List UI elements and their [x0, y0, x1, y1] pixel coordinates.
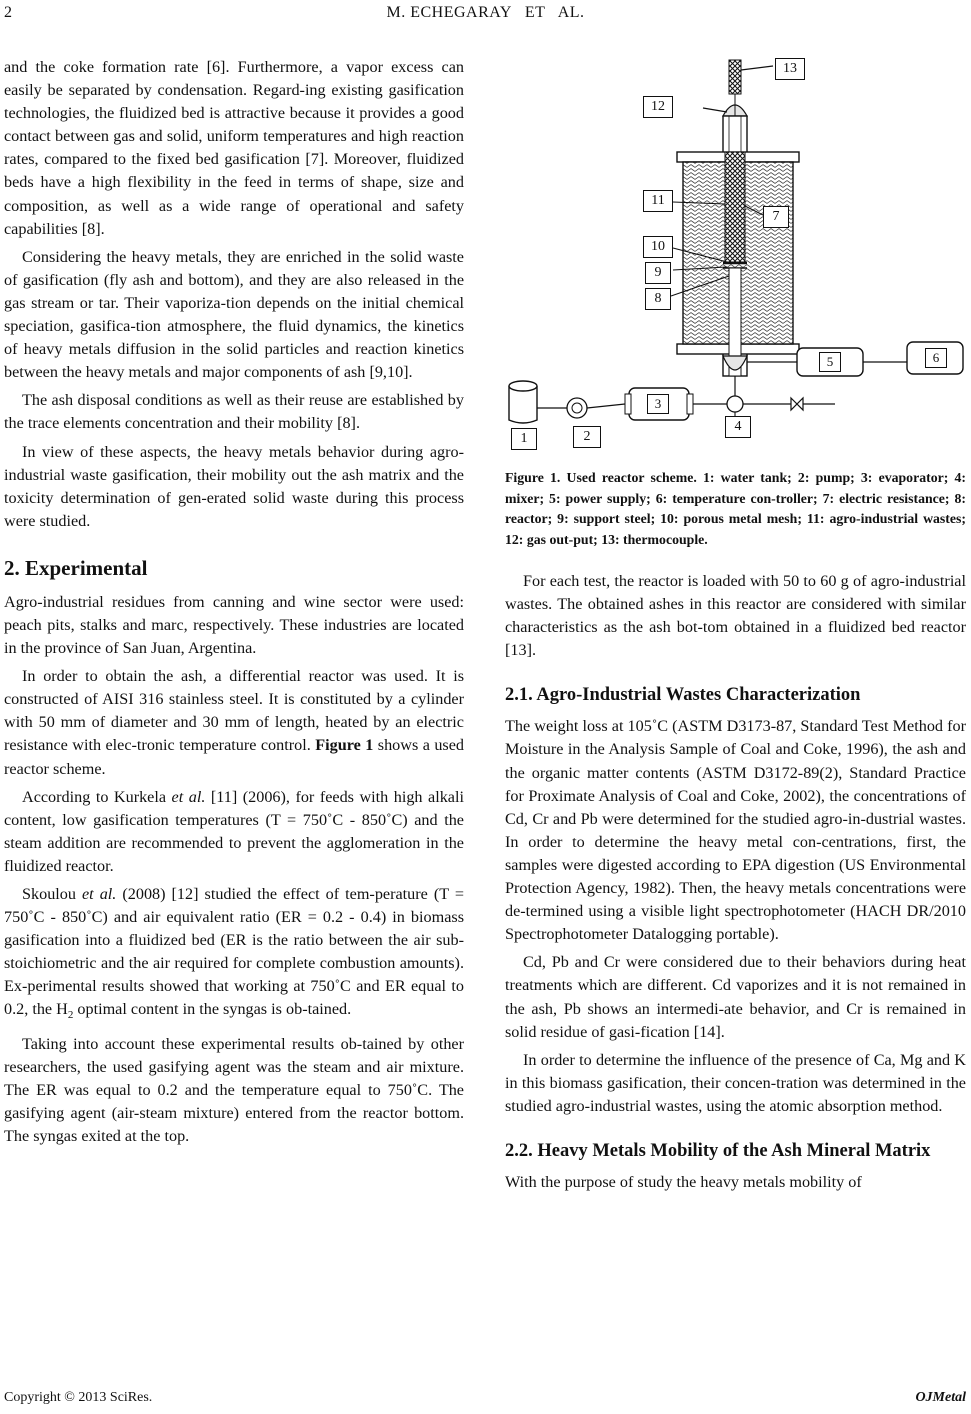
paragraph: and the coke formation rate [6]. Furthermore, a vapor excess can easily be separated by condensation. Regard-ing existing gasification technologies, the fluidized bed is attractive because it provides a good contact between gas and solid, uniform temperatures and high reaction rates, compared to the fixed bed gasification [7]. Moreover, fluidized beds have a high flexibility in the feed in terms of shape, size and composition, as well as a wide range of operational and safety capabilities [8].	[4, 58, 464, 238]
paragraph: In order to determine the influence of the presence of Ca, Mg and K in this biomass gasification, their concen-tration was determined in the studied agro-industrial wastes, using the atomic absorption method.	[505, 1050, 966, 1115]
text-run: According to Kurkela	[22, 787, 172, 806]
subsection-heading: 2.2. Heavy Metals Mobility of the Ash Mineral Matrix	[505, 1140, 931, 1161]
paragraph: The ash disposal conditions as well as their reuse are established by the trace elements concentration and their mobility [8].	[4, 391, 464, 433]
subscript: 2	[67, 1009, 74, 1022]
copyright-notice: Copyright © 2013 SciRes.	[4, 1390, 153, 1405]
running-authors: M. ECHEGARAY ET AL.	[386, 4, 585, 21]
valve	[791, 398, 803, 410]
page-number: 2	[4, 4, 12, 21]
text-run: Skoulou	[22, 885, 82, 903]
figure-label-6: 6	[925, 348, 947, 368]
paragraph: With the purpose of study the heavy metals mobility of	[505, 1172, 862, 1191]
page-header	[0, 4, 971, 26]
thermocouple-tip	[729, 60, 741, 94]
left-column	[4, 56, 464, 1148]
paragraph: Cd, Pb and Cr were considered due to their behaviors during heat treatments which are different. Cd vaporizes and it is not remained in the ash, Pb shows an intermedi-ate behavior, and Cr is remained in solid residue of gasi-fication [14].	[505, 953, 966, 1041]
reactor-scheme-figure	[505, 56, 966, 456]
paragraph: Taking into account these experimental results ob-tained by other researchers, the used gasifying agent was the steam and air mixture. The ER was equal to 0.2 and the temperature equal to 750˚C. The gasifying agent (air-steam mixture) entered from the reactor bottom. The syngas exited at the top.	[4, 1034, 464, 1146]
section-heading: 2. Experimental	[4, 555, 148, 580]
figure-label-1: 1	[511, 428, 537, 450]
figure-label-13: 13	[775, 58, 805, 80]
paragraph: In view of these aspects, the heavy metals behavior during agro-industrial waste gasification, their mobility out the ash matrix and the toxicity determination of gen-erated solid waste during this process were studied.	[4, 442, 464, 530]
paragraph: Agro-industrial residues from canning and wine sector were used: peach pits, stalks and marc, respectively. These industries are located in the province of San Juan, Argentina.	[4, 592, 464, 658]
figure-label-2: 2	[573, 426, 601, 448]
figure-label-9: 9	[645, 262, 671, 284]
figure-label-4: 4	[725, 416, 751, 438]
figure-caption: Figure 1. Used reactor scheme. 1: water tank; 2: pump; 3: evaporator; 4: mixer; 5: power supply; 6: temperature con-troller; 7: electric resistance; 8: reactor; 9: support steel; 10: porous metal mesh; 11: agro-industrial wastes; 12: gas out-put; 13: thermocouple.	[505, 470, 966, 547]
text-run: (2008) [12] studied the effect of tem-perature (T = 750˚C - 850˚C) and air equivalent ratio (ER = 0.2 - 0.4) in biomass gasification into a fluidized bed (ER is the ratio between the air sub-stoichiometric and the air required for complete combustion amounts). Ex-perimental results showed that working at 750˚C and ER equal to 0.2, the H	[4, 885, 464, 1019]
paragraph: Considering the heavy metals, they are enriched in the solid waste of gasification (fly ash and bottom), and they are also released in the gas stream or tar. Their vaporiza-tion depends on the initial chemical speciation, gasifica-tion atmosphere, the fluid dynamics, the kinetics of heavy metals diffusion in the solid particles and reaction kinetics between the heavy metals and major components of ash [9,10].	[4, 247, 464, 382]
figure-label-8: 8	[645, 288, 671, 310]
agro-industrial-wastes-bed	[725, 152, 745, 262]
figure-label-7: 7	[763, 206, 789, 228]
reactor-scheme-drawing	[505, 56, 966, 456]
paragraph: For each test, the reactor is loaded with 50 to 60 g of agro-industrial wastes. The obtained ashes in this reactor are considered with similar characteristics as the ash bot-tom obtained in a fluidized bed reactor [13].	[505, 572, 966, 660]
journal-name: OJMetal	[915, 1390, 966, 1405]
figure-label-11: 11	[643, 190, 673, 212]
text-run-italic: et al.	[82, 885, 117, 903]
text-run: [11] (2006), for feeds with high alkali content, low gasification temperatures (T = 750˚C - 850˚C) and the steam addition are recommended to prevent the agglomeration in the fluidized reactor.	[4, 787, 464, 875]
text-run: shows a used reactor scheme.	[4, 736, 464, 778]
subsection-heading: 2.1. Agro-Industrial Wastes Characterization	[505, 685, 861, 706]
text-run: optimal content in the syngas is ob-tained.	[73, 1000, 352, 1019]
figure-reference-link[interactable]: Figure 1	[315, 736, 374, 755]
figure-label-5: 5	[819, 352, 841, 372]
paragraph	[4, 883, 464, 1028]
mixer	[727, 396, 743, 412]
paragraph	[4, 665, 464, 780]
text-run-italic: et al.	[171, 787, 206, 806]
figure-label-12: 12	[643, 96, 673, 118]
paragraph: The weight loss at 105˚C (ASTM D3173-87, Standard Test Method for Moisture in the Analysis Sample of Coal and Coke, 1996), the ash and the organic matter contents (ASTM D3172-89(2), Standard Practice for Proximate Analysis of Coal and Coke, 2002), the concentrations of Cd, Cr and Pb were determined for the studied agro-in-dustrial wastes. In order to determine the heavy metal con-centrations, first, the samples were digested according to EPA digestion (US Environmental Protection Agency, 1982). Then, the heavy metals concentrations were de-termined using a visible light spectrophotometer (HACH DR/2010 Spectrophotometer Datalogging portable).	[505, 717, 966, 944]
figure-label-3: 3	[647, 394, 669, 414]
paragraph	[4, 786, 464, 878]
text-run: In order to obtain the ash, a differential reactor was used. It is constructed of AISI 316 stainless steel. It is constituted by a cylinder with 50 mm of diameter and 30 mm of length, heated by an electric resistance with elec-tronic temperature control.	[4, 667, 464, 755]
right-column	[505, 56, 966, 1194]
figure-label-10: 10	[643, 236, 673, 258]
